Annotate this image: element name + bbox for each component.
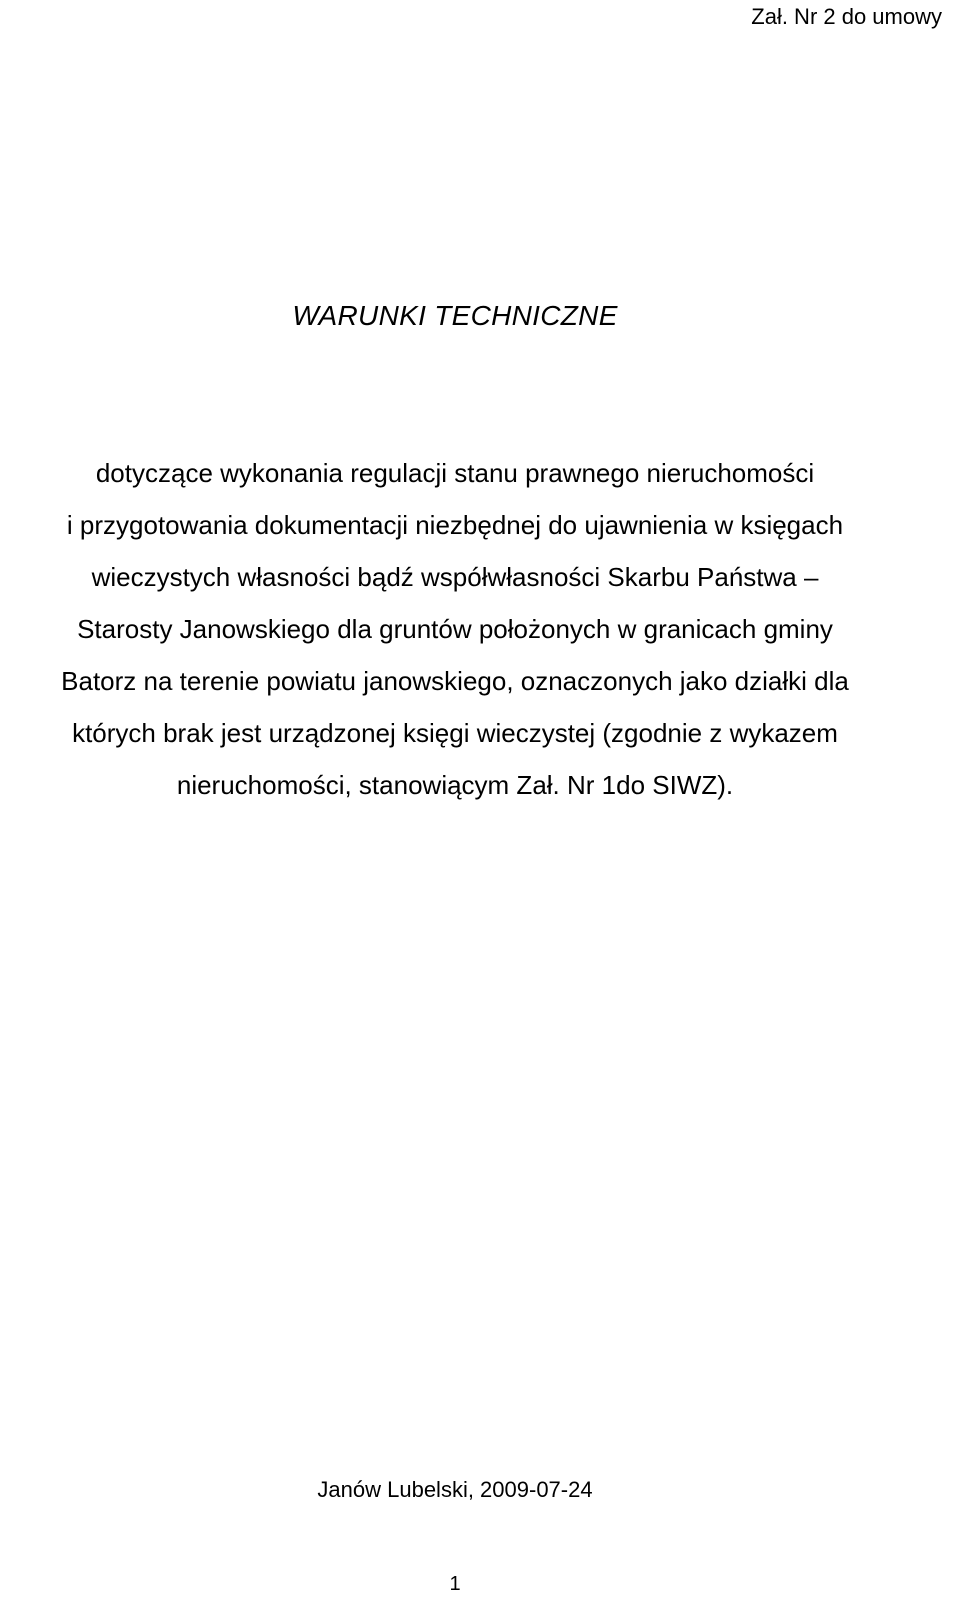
body-line: Starosty Janowskiego dla gruntów położonych w granicach gminy: [77, 614, 833, 644]
body-line: nieruchomości, stanowiącym Zał. Nr 1do SIWZ).: [176, 770, 734, 800]
body-line: wieczystych własności bądź współwłasności Skarbu Państwa –: [91, 562, 819, 592]
body-paragraph: [0, 455, 910, 819]
body-line: dotyczące wykonania regulacji stanu prawnego nieruchomości: [95, 458, 815, 488]
body-line: których brak jest urządzonej księgi wieczystej (zgodnie z wykazem: [72, 718, 838, 748]
page-number: 1: [449, 1573, 461, 1595]
document-title: WARUNKI TECHNICZNE: [292, 300, 618, 331]
body-line: i przygotowania dokumentacji niezbędnej do ujawnienia w księgach: [66, 510, 844, 540]
place-and-date: Janów Lubelski, 2009-07-24: [317, 1477, 593, 1502]
body-line: Batorz na terenie powiatu janowskiego, oznaczonych jako działki dla: [61, 666, 849, 696]
attachment-reference: Zał. Nr 2 do umowy: [751, 4, 942, 29]
